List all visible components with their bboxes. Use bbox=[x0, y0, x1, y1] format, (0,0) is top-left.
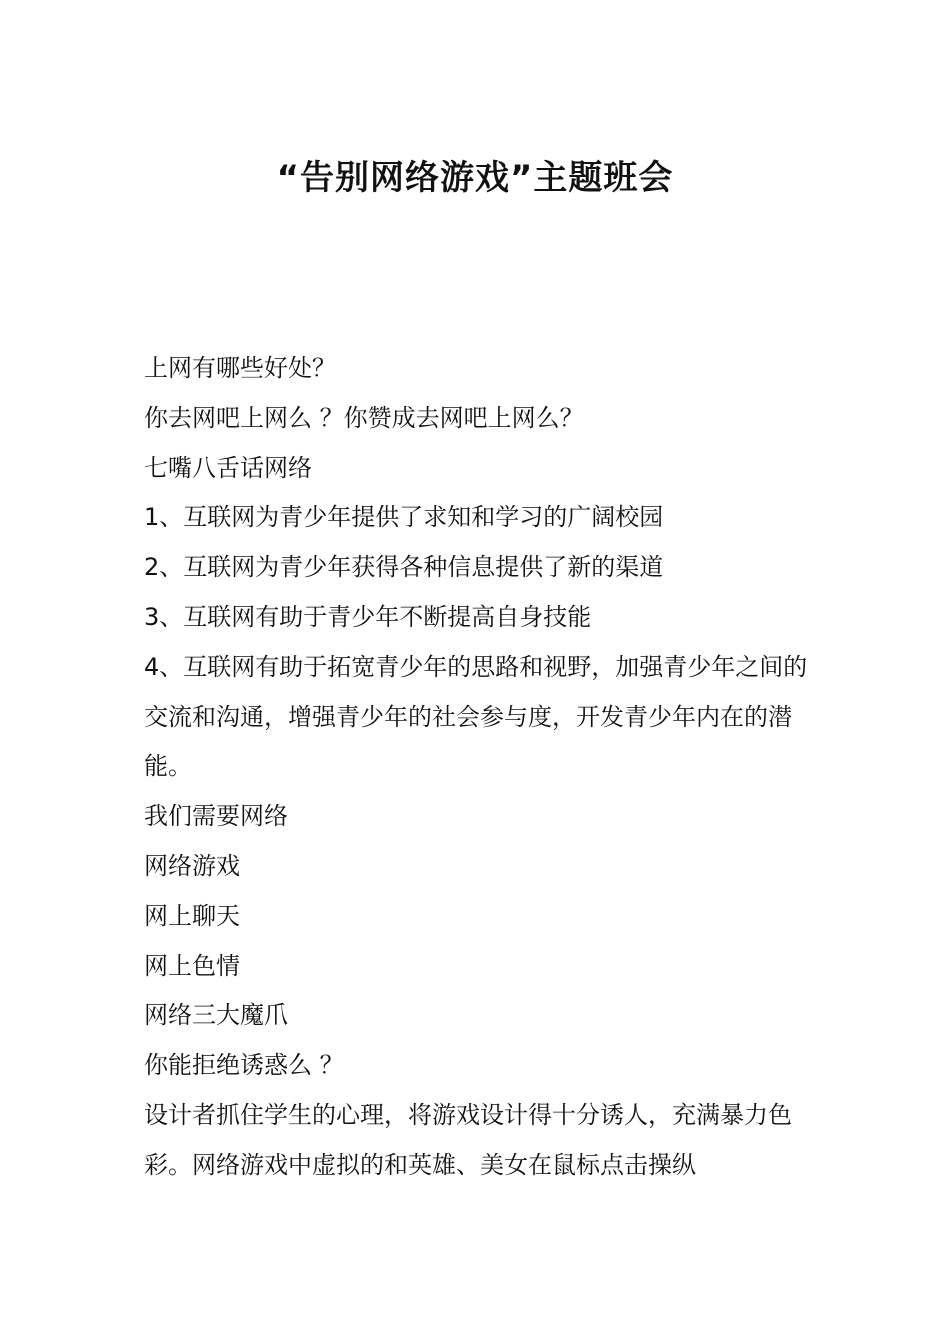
paragraph-point-1: 1、互联网为青少年提供了求知和学习的广阔校园 bbox=[144, 503, 664, 532]
paragraph-internet-cafe-question: 你去网吧上网么 ？你赞成去网吧上网么？ bbox=[144, 403, 584, 432]
paragraph-online-porn: 网上色情 bbox=[144, 951, 240, 980]
document-body bbox=[144, 344, 808, 1191]
page-title: “告别网络游戏”主题班会 bbox=[276, 158, 674, 198]
paragraph-online-games: 网络游戏 bbox=[144, 851, 240, 880]
paragraph-benefits-question: 上网有哪些好处？ bbox=[144, 354, 336, 382]
paragraph-point-3: 3、互联网有助于青少年不断提高自身技能 bbox=[144, 602, 592, 631]
paragraph-resist-temptation: 你能拒绝诱惑么 ？ bbox=[144, 1051, 344, 1080]
paragraph-three-claws: 网络三大魔爪 bbox=[144, 1001, 288, 1030]
paragraph-discussion-heading: 七嘴八舌话网络 bbox=[144, 453, 312, 482]
paragraph-we-need-network: 我们需要网络 bbox=[144, 802, 288, 831]
paragraph-online-chat: 网上聊天 bbox=[144, 901, 240, 930]
paragraph-point-2: 2、互联网为青少年获得各种信息提供了新的渠道 bbox=[144, 553, 664, 582]
paragraph-designer-psychology: 设计者抓住学生的心理，将游戏设计得十分诱人，充满暴力色彩。网络游戏中虚拟的和英雄、美女在鼠标点击操纵 bbox=[144, 1100, 792, 1179]
paragraph-point-4: 4、互联网有助于拓宽青少年的思路和视野，加强青少年之间的交流和沟通，增强青少年的社会参与度，开发青少年内在的潜能。 bbox=[144, 652, 808, 781]
